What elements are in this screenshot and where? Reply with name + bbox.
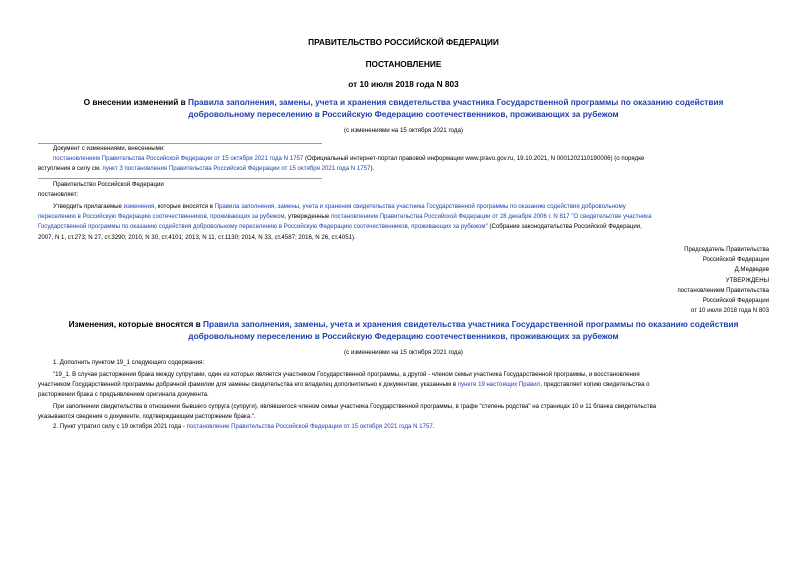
- changes-line2-text: вступления в силу см.: [38, 165, 103, 172]
- decision-text: , которые вносятся в: [154, 203, 215, 210]
- decision-line3: [38, 222, 642, 232]
- approval-heading: УТВЕРЖДЕНЫ: [725, 276, 769, 284]
- signature-title: Председатель Правительства: [684, 246, 769, 253]
- item-19-1-para2-line2: указываются сведения о документе, подтверждающем расторжение брака.".: [38, 413, 256, 420]
- item-text: , представляет копию свидетельства о: [540, 381, 650, 388]
- changes-line2-end: ).: [370, 165, 375, 172]
- rules-link-2[interactable]: Правила заполнения, замены, учета и хранения свидетельства участника Государственной программы по оказанию содействия: [203, 319, 739, 329]
- item-2: [53, 422, 434, 432]
- decision-line1: [53, 202, 626, 212]
- item-19-1-line1: "19_1. В случае расторжения брака между супругами, один из которых является участником Государственной программы, а другой - членом семьи участника Государственной программы, и восстановления: [53, 371, 640, 378]
- document-title: [0, 97, 807, 120]
- item-text: 2. Пункт утратил силу с 19 октября 2021 года -: [53, 423, 187, 430]
- item-text: .: [432, 423, 435, 430]
- revision-note-2: (с изменениями на 15 октября 2021 года): [344, 349, 463, 356]
- revision-note: (с изменениями на 15 октября 2021 года): [344, 127, 463, 134]
- item-19-1-line3: расторжении брака с предъявлением оригинала документа.: [38, 391, 209, 398]
- changes-title: [0, 319, 807, 342]
- resolution-817-link-cont[interactable]: Государственной программы по оказанию содействия добровольному переселению в Российскую Федерацию соотечественников, проживающих за рубежом": [38, 223, 488, 230]
- entry-into-force-link[interactable]: пункт 3 постановления Правительства Российской Федерации от 15 октября 2021 года N 1757: [102, 165, 371, 172]
- preamble-line2: постановляет:: [38, 191, 79, 198]
- changes-link[interactable]: изменения: [123, 203, 155, 210]
- document-type: ПОСТАНОВЛЕНИЕ: [365, 59, 442, 69]
- preamble-line1: Правительство Российской Федерации: [53, 181, 164, 188]
- signature-country: Российской Федерации: [702, 256, 769, 264]
- repeal-resolution-link[interactable]: постановление Правительства Российской Федерации от 15 октября 2021 года N 1757: [186, 423, 433, 430]
- changes-line1-text: (Официальный интернет-портал правовой информации www.pravo.gov.ru, 19.10.2021, N 0001202110190006) (о порядке: [303, 155, 645, 162]
- approval-line4: от 10 июля 2018 года N 803: [690, 307, 769, 315]
- rules-link-inline-cont[interactable]: переселению в Российскую Федерацию соотечественников, проживающих за рубежом: [38, 213, 285, 220]
- changes-line1: [53, 154, 644, 164]
- resolution-817-link[interactable]: постановлением Правительства Российской Федерации от 28 декабря 2006 г. N 817 "О свидетельстве участника: [330, 213, 652, 220]
- item-19-1-line2: [38, 380, 650, 390]
- government-heading: ПРАВИТЕЛЬСТВО РОССИЙСКОЙ ФЕДЕРАЦИИ: [308, 37, 499, 47]
- changes-line2: [38, 164, 374, 174]
- decision-line2: [38, 212, 652, 222]
- decision-text: , утвержденные: [284, 213, 331, 220]
- signature-name: Д.Медведев: [734, 266, 769, 274]
- approval-line3: Российской Федерации: [702, 297, 769, 305]
- decision-text: (Собрание законодательства Российской Федерации,: [487, 223, 642, 230]
- amendment-link[interactable]: постановлением Правительства Российской Федерации от 15 октября 2021 года N 1757: [53, 155, 304, 162]
- paragraph-19-link[interactable]: пункте 19 настоящих Правил: [457, 381, 541, 388]
- rules-link-inline[interactable]: Правила заполнения, замены, учета и хранения свидетельства участника Государственной программы по оказанию содействия добровольному: [214, 203, 626, 210]
- approval-line2: постановлением Правительства: [677, 286, 769, 294]
- rules-link[interactable]: Правила заполнения, замены, учета и хранения свидетельства участника Государственной программы по оказанию содействия: [188, 97, 724, 107]
- changes-heading: Документ с изменениями, внесенными:: [53, 145, 165, 152]
- signature-block: [677, 245, 769, 316]
- document-title-prefix: О внесении изменений в: [83, 97, 189, 107]
- decision-line4: 2007, N 1, ст.273; N 27, ст.3290; 2010, N 30, ст.4101; 2013, N 11, ст.1130; 2014, N 33, ст.4587; 2016, N 26, ст.4051).: [38, 234, 356, 241]
- item-text: участником Государственной программы добрачной фамилии для замены свидетельства его владелец дополнительно к документам, указанным в: [38, 381, 458, 388]
- document-date-number: от 10 июля 2018 года N 803: [348, 79, 459, 89]
- item-19-1-para2-line1: При заполнении свидетельства в отношении бывшего супруга (супруги), являвшегося членом семьи участника Государственной программы, в графе "степень родства" на страницах 10 и 11 бланка свидетельства: [53, 403, 657, 410]
- changes-title-prefix: Изменения, которые вносятся в: [68, 319, 204, 329]
- rules-link-2-line2[interactable]: добровольному переселению в Российскую Федерацию соотечественников, проживающих за рубежом: [188, 330, 619, 341]
- item-1: 1. Дополнить пунктом 19_1 следующего содержания:: [53, 359, 205, 366]
- decision-text: Утвердить прилагаемые: [53, 203, 124, 210]
- divider: [38, 178, 322, 179]
- rules-link-line2[interactable]: добровольному переселению в Российскую Федерацию соотечественников, проживающих за рубежом: [188, 108, 619, 119]
